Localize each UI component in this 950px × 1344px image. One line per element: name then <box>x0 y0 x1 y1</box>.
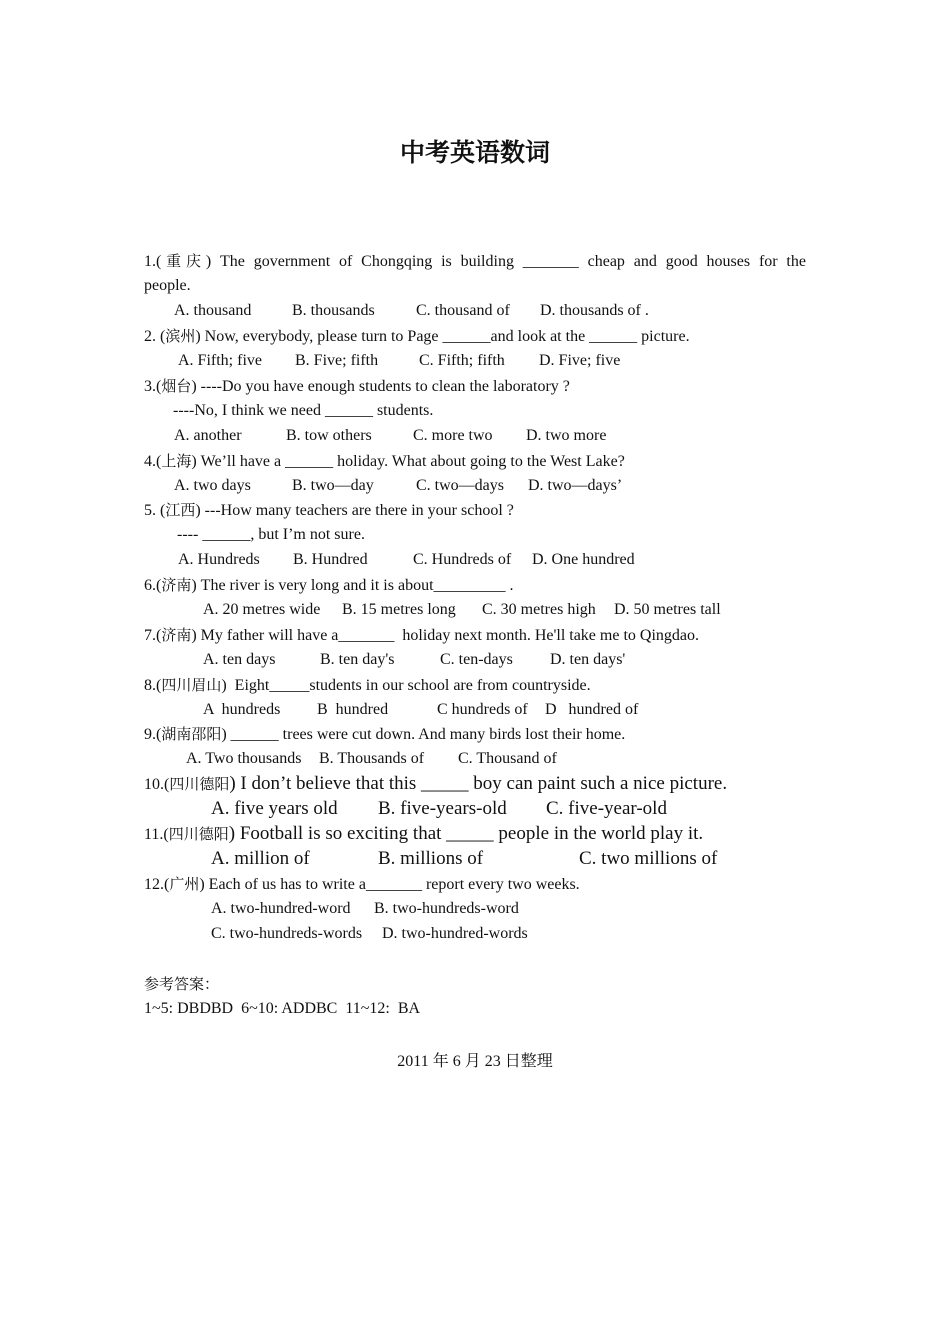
q8-option-b: B hundred <box>317 701 389 718</box>
answers-key: 1~5: DBDBD 6~10: ADDBC 11~12: BA <box>144 1000 421 1017</box>
q8-option-a: A hundreds <box>203 701 281 718</box>
question-3: 3.(烟台) ----Do you have enough students to clean the laboratory ? <box>144 377 570 395</box>
question-3-reply: ----No, I think we need ______ students. <box>173 402 434 419</box>
q4-option-c: C. two—days <box>416 477 504 494</box>
q4-option-d: D. two—days’ <box>528 477 623 494</box>
q12-option-a: A. two-hundred-word <box>211 900 351 917</box>
q9-option-b: B. Thousands of <box>319 750 425 767</box>
question-12: 12.(广州) Each of us has to write a_______ report every two weeks. <box>144 875 580 893</box>
q1-option-c: C. thousand of <box>416 302 510 319</box>
question-9: 9.(湖南邵阳) ______ trees were cut down. And many birds lost their home. <box>144 725 626 743</box>
q3-option-c: C. more two <box>413 427 493 444</box>
q5-option-a: A. Hundreds <box>178 551 260 568</box>
q5-option-c: C. Hundreds of <box>413 551 512 568</box>
question-7: 7.(济南) My father will have a_______ holiday next month. He'll take me to Qingdao. <box>144 626 699 644</box>
q1-option-d: D. thousands of . <box>540 302 649 319</box>
question-5: 5. (江西) ---How many teachers are there in your school ? <box>144 501 514 519</box>
q9-option-c: C. Thousand of <box>458 750 557 767</box>
q10-option-b: B. five-years-old <box>378 798 507 819</box>
q2-option-c: C. Fifth; fifth <box>419 352 505 369</box>
page-title: 中考英语数词 <box>399 140 550 167</box>
q7-option-a: A. ten days <box>203 651 276 668</box>
q1-option-b: B. thousands <box>292 302 375 319</box>
question-8: 8.(四川眉山) Eight_____students in our school are from countryside. <box>144 676 591 694</box>
q10-option-a: A. five years old <box>211 798 338 819</box>
date-note: 2011 年 6 月 23 日整理 <box>397 1053 553 1070</box>
q12-option-d: D. two-hundred-words <box>382 925 528 942</box>
q3-option-a: A. another <box>174 427 242 444</box>
q2-option-b: B. Five; fifth <box>295 352 379 369</box>
q6-option-d: D. 50 metres tall <box>614 601 721 618</box>
question-2: 2. (滨州) Now, everybody, please turn to Page ______and look at the ______ picture. <box>144 327 690 345</box>
q6-option-a: A. 20 metres wide <box>203 601 321 618</box>
q3-option-b: B. tow others <box>286 427 372 444</box>
q7-option-c: C. ten-days <box>440 651 513 668</box>
q7-option-b: B. ten day's <box>320 651 395 668</box>
q5-option-b: B. Hundred <box>293 551 368 568</box>
question-11: 11.(四川德阳) Football is so exciting that _____ people in the world play it. <box>144 823 704 844</box>
q3-option-d: D. two more <box>526 427 607 444</box>
answers-label: 参考答案： <box>144 975 220 993</box>
question-4: 4.(上海) We’ll have a ______ holiday. What about going to the West Lake? <box>144 452 625 470</box>
q4-option-a: A. two days <box>174 477 251 494</box>
q11-option-b: B. millions of <box>378 848 484 869</box>
q6-option-c: C. 30 metres high <box>482 601 596 618</box>
q11-option-c: C. two millions of <box>579 848 718 869</box>
q4-option-b: B. two—day <box>292 477 374 494</box>
question-1-cont: people. <box>144 277 191 294</box>
question-5-reply: ---- ______, but I’m not sure. <box>177 526 365 543</box>
q8-option-c: C hundreds of <box>437 701 528 718</box>
q5-option-d: D. One hundred <box>532 551 635 568</box>
q7-option-d: D. ten days' <box>550 651 626 668</box>
question-6: 6.(济南) The river is very long and it is about_________ . <box>144 576 514 594</box>
q1-option-a: A. thousand <box>174 302 252 319</box>
q10-option-c: C. five-year-old <box>546 798 667 819</box>
question-10: 10.(四川德阳) I don’t believe that this _____ boy can paint such a nice picture. <box>144 773 728 794</box>
q9-option-a: A. Two thousands <box>186 750 302 767</box>
q6-option-b: B. 15 metres long <box>342 601 456 618</box>
q11-option-a: A. million of <box>211 848 310 869</box>
q2-option-d: D. Five; five <box>539 352 621 369</box>
q2-option-a: A. Fifth; five <box>178 352 262 369</box>
q12-option-b: B. two-hundreds-word <box>374 900 519 917</box>
q8-option-d: D hundred of <box>545 701 639 718</box>
question-1: 1.(重庆) The government of Chongqing is building _______ cheap and good houses for the <box>144 252 806 270</box>
q12-option-c: C. two-hundreds-words <box>211 925 363 942</box>
